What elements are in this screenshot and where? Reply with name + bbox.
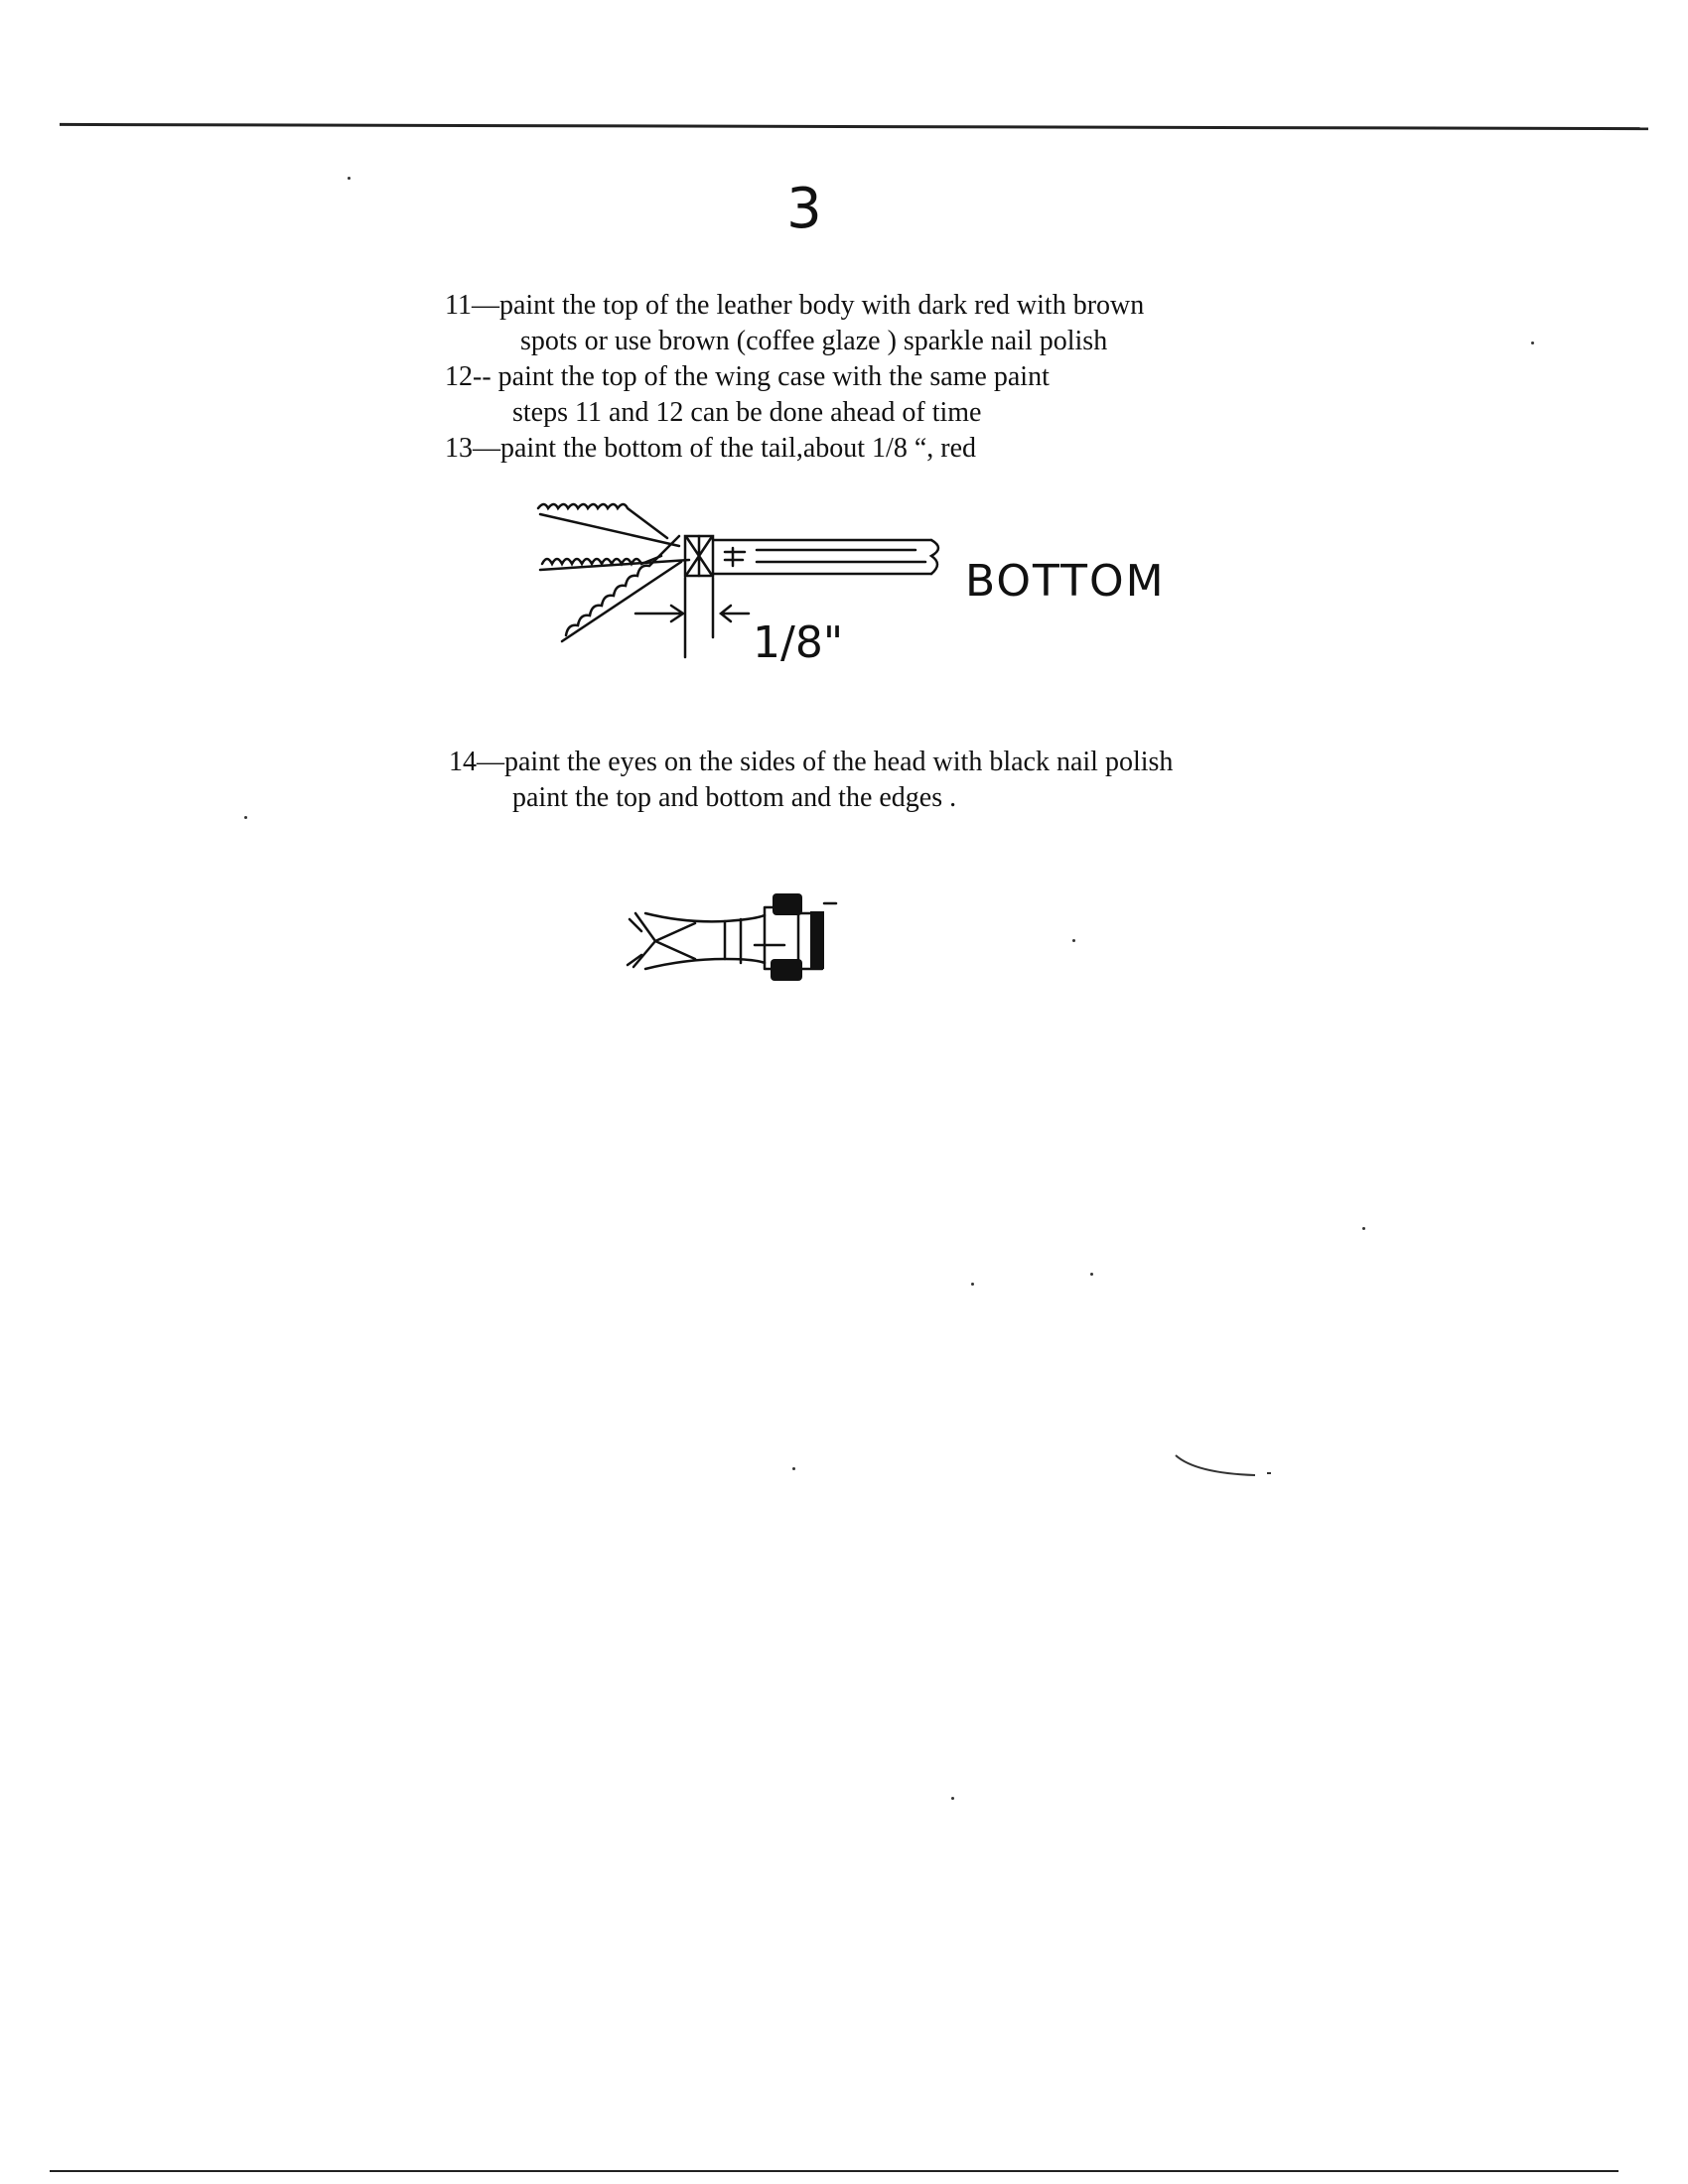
step-number: 12 [445,361,473,392]
measure-label: 1/8" [753,617,844,668]
step-number: 14 [449,747,477,777]
page-number: 3 [786,177,822,241]
step-text-continued: paint the top and bottom and the edges . [512,782,957,813]
step-separator: -- [473,361,498,392]
scan-speck [1362,1227,1365,1230]
scan-speck [244,816,247,819]
step-number: 13 [445,433,473,464]
step-number: 11 [445,290,472,321]
scan-speck [792,1467,795,1470]
step-13 [445,431,976,466]
top-rule [60,123,1648,130]
bottom-label: BOTTOM [965,556,1166,607]
step-separator: — [471,290,499,321]
step-text: paint the eyes on the sides of the head with black nail polish [504,747,1174,777]
step-text: paint the bottom of the tail,about 1/8 “, red [500,433,976,464]
bottom-rule [50,2170,1618,2172]
step-12 [445,359,1050,428]
scan-mark [1172,1449,1291,1479]
step-separator: — [473,433,500,464]
step-text: paint the top of the wing case with the same paint [497,361,1050,392]
scan-speck [348,177,351,180]
head-eyes-sketch [616,874,884,1003]
tail-bottom-sketch [526,486,1241,695]
step-separator: — [477,747,504,777]
step-14 [449,745,1174,813]
scan-speck [1090,1273,1093,1276]
step-text-continued: steps 11 and 12 can be done ahead of time [512,397,982,428]
scan-speck [951,1797,954,1800]
step-11 [445,288,1145,356]
step-text-continued: spots or use brown (coffee glaze ) sparkle nail polish [520,326,1108,356]
scan-speck [1531,341,1534,344]
scan-speck [1072,939,1075,942]
step-text: paint the top of the leather body with dark red with brown [498,290,1145,321]
scan-speck [971,1283,974,1286]
